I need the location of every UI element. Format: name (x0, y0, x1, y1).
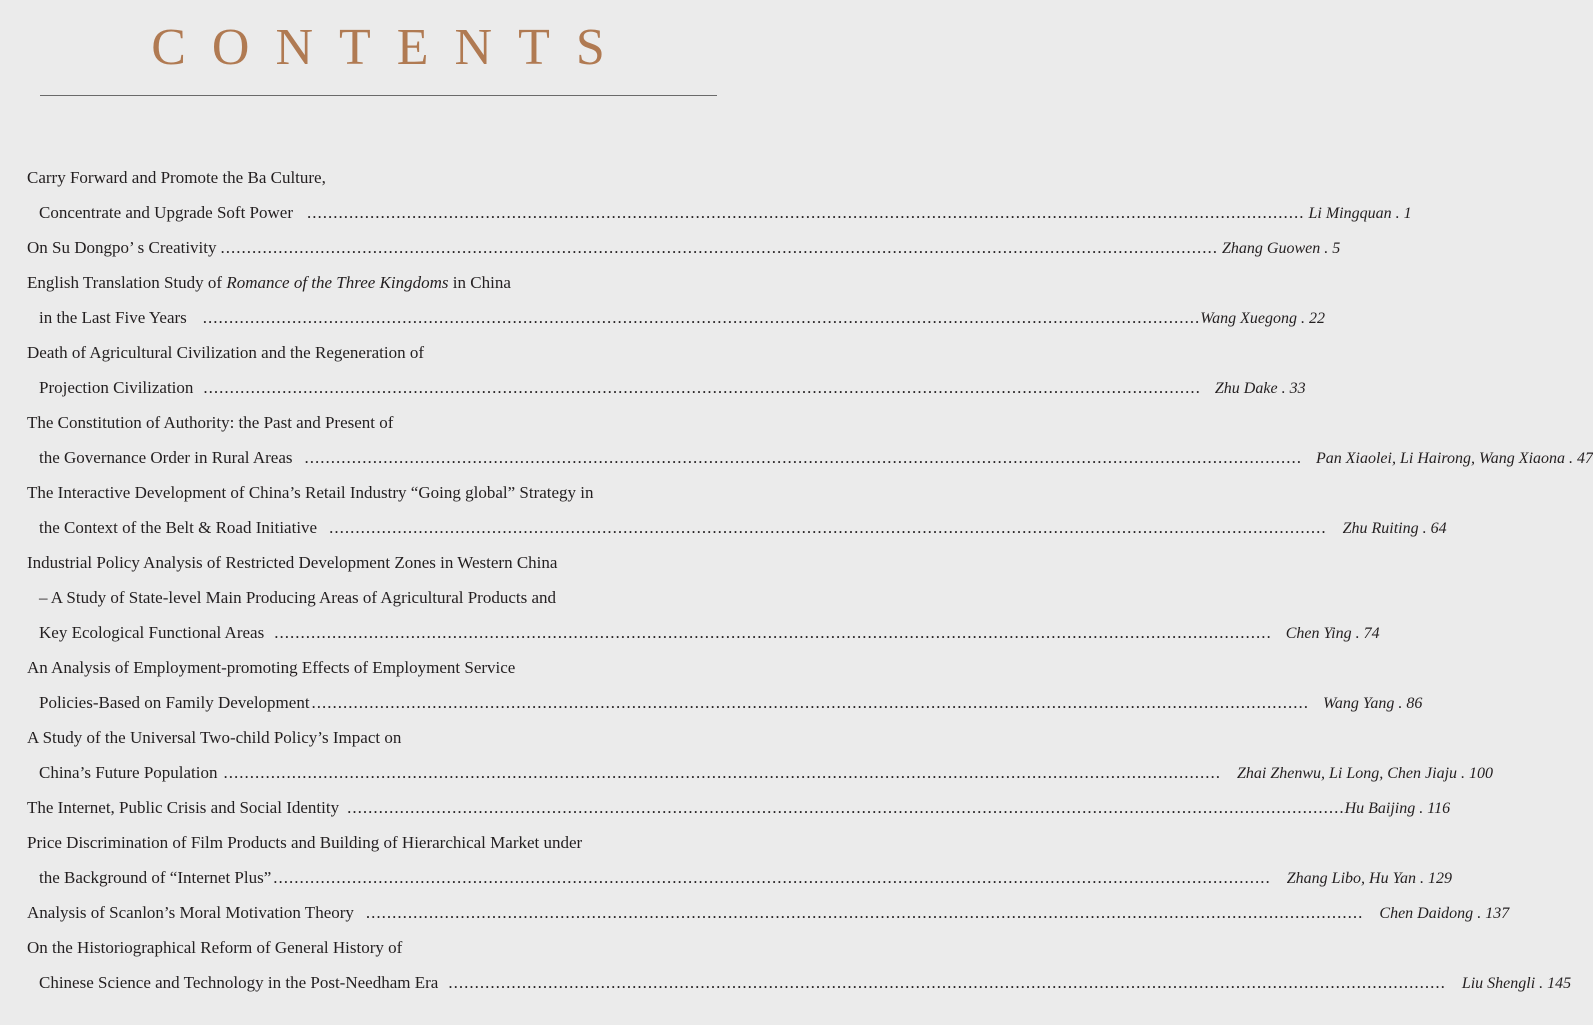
toc-entry-title[interactable]: Price Discrimination of Film Products and Building of Hierarchical Market under (27, 833, 583, 852)
dot-leader: .............................................................................................................................................................................................. (220, 238, 1219, 257)
toc-entry-title: the Governance Order in Rural Areas (39, 448, 293, 467)
toc-entry-title: in the Last Five Years (39, 308, 187, 327)
book-title: Romance of the Three Kingdoms (226, 273, 449, 292)
toc-entry-title[interactable]: The Constitution of Authority: the Past and Present of (27, 413, 394, 432)
toc-entry-title[interactable]: On the Historiographical Reform of General History of (27, 938, 403, 957)
toc-entry[interactable]: Chinese Science and Technology in the Post-Needham Era .............................................................................................................................................................................................. Liu Shengli . 145 (39, 965, 717, 1000)
toc-entry-title[interactable]: Carry Forward and Promote the Ba Culture, (27, 168, 326, 187)
toc-entry[interactable]: China’s Future Population .............................................................................................................................................................................................. Zhai Zhenwu, Li Long, Chen Jiaju . 100 (39, 755, 717, 790)
toc-entry[interactable]: the Context of the Belt & Road Initiative .............................................................................................................................................................................................. Zhu Ruiting . 64 (39, 510, 717, 545)
toc-entry-author: Zhai Zhenwu, Li Long, Chen Jiaju (1237, 765, 1458, 782)
toc-entry-author: Li Mingquan (1308, 205, 1392, 222)
dot-leader: .............................................................................................................................................................................................. (365, 903, 1364, 922)
toc-entry-page: 74 (1363, 625, 1380, 642)
toc-entry-title[interactable]: An Analysis of Employment-promoting Effects of Employment Service (27, 658, 516, 677)
toc-entry-title: Key Ecological Functional Areas (39, 623, 265, 642)
toc-entry-page: 129 (1428, 870, 1452, 887)
toc-entry-title: the Background of “Internet Plus” (39, 868, 272, 887)
dot-leader: .............................................................................................................................................................................................. (311, 693, 1310, 712)
toc-entry-author: Chen Daidong (1379, 905, 1474, 922)
dot-leader: .............................................................................................................................................................................................. (448, 973, 1446, 992)
toc-entry-title[interactable]: A Study of the Universal Two-child Policy’s Impact on (27, 728, 402, 747)
dot-leader: .............................................................................................................................................................................................. (202, 308, 1201, 327)
toc-entry-author: Chen Ying (1285, 625, 1352, 642)
toc-entry-title: Projection Civilization (39, 378, 194, 397)
toc-entry-author: Wang Xuegong (1200, 310, 1298, 327)
toc-entry-title[interactable]: Death of Agricultural Civilization and the Regeneration of (27, 343, 425, 362)
dot-leader: .............................................................................................................................................................................................. (304, 448, 1302, 467)
toc-entry-page: 5 (1332, 240, 1341, 257)
toc-entry-page: 137 (1485, 905, 1510, 922)
toc-entry[interactable]: in the Last Five Years .............................................................................................................................................................................................. Wang Xuegong . 22 (39, 300, 717, 335)
toc-entry-author: Zhu Dake (1214, 380, 1278, 397)
dot-leader: .............................................................................................................................................................................................. (223, 763, 1221, 782)
toc-entry-page: 33 (1289, 380, 1306, 397)
toc-entry-author: Zhang Guowen (1222, 240, 1321, 257)
toc-entry[interactable]: Analysis of Scanlon’s Moral Motivation Theory .............................................................................................................................................................................................. Chen Daidong . 137 (27, 895, 717, 930)
toc-entry-page: 22 (1309, 310, 1326, 327)
toc-entry-title[interactable]: The Interactive Development of China’s Retail Industry “Going global” Strategy in (27, 483, 594, 502)
toc-entry-author: Zhang Libo, Hu Yan (1286, 870, 1416, 887)
toc-entry[interactable]: Concentrate and Upgrade Soft Power .............................................................................................................................................................................................. Li Mingquan . 1 (39, 195, 717, 230)
toc-entry[interactable]: Policies-Based on Family Development .............................................................................................................................................................................................. Wang Yang . 86 (39, 685, 717, 720)
toc-entry-page: 47 (1577, 450, 1593, 467)
toc-entry-page: 64 (1430, 520, 1447, 537)
toc-entry-title: Chinese Science and Technology in the Post-Needham Era (39, 973, 439, 992)
dot-leader: .............................................................................................................................................................................................. (306, 203, 1305, 222)
page-title: CONTENTS (151, 19, 631, 76)
toc-entry-title: Policies-Based on Family Development (39, 693, 310, 712)
toc-entry-title: On Su Dongpo’ s Creativity (27, 238, 217, 257)
toc-entry-title[interactable]: – A Study of State-level Main Producing Areas of Agricultural Products and (39, 588, 557, 607)
toc-entry-title: Concentrate and Upgrade Soft Power (39, 203, 293, 222)
toc-entry-title-part: in China (448, 273, 511, 292)
title-divider (40, 95, 717, 96)
dot-leader: .............................................................................................................................................................................................. (329, 518, 1327, 537)
toc-entry-title[interactable]: Industrial Policy Analysis of Restricted Development Zones in Western China (27, 553, 558, 572)
toc-entry-page: 100 (1469, 765, 1494, 782)
toc-entry-author: Hu Baijing (1344, 800, 1416, 817)
toc-entry[interactable]: the Background of “Internet Plus” .............................................................................................................................................................................................. Zhang Libo, Hu Yan . 129 (39, 860, 717, 895)
toc-entry-page: 1 (1403, 205, 1412, 222)
dot-leader: .............................................................................................................................................................................................. (347, 798, 1345, 817)
toc-entry[interactable]: On Su Dongpo’ s Creativity .............................................................................................................................................................................................. Zhang Guowen . 5 (27, 230, 717, 265)
toc-entry[interactable]: The Internet, Public Crisis and Social Identity .............................................................................................................................................................................................. Hu Baijing . 116 (27, 790, 717, 825)
toc-entry-author: Pan Xiaolei, Li Hairong, Wang Xiaona (1315, 450, 1566, 467)
dot-leader: .............................................................................................................................................................................................. (274, 623, 1272, 642)
toc-entry-title: the Context of the Belt & Road Initiative (39, 518, 318, 537)
toc-entry-author: Wang Yang (1323, 695, 1395, 712)
toc-entry-title: China’s Future Population (39, 763, 218, 782)
toc-entry-page: 145 (1547, 975, 1572, 992)
toc-entry-author: Zhu Ruiting (1342, 520, 1419, 537)
toc-entry-title: Analysis of Scanlon’s Moral Motivation Theory (27, 903, 354, 922)
toc-entry-page: 116 (1427, 800, 1451, 817)
toc-entry-title-part: English Translation Study of (27, 273, 227, 292)
toc-entry[interactable]: Projection Civilization .............................................................................................................................................................................................. Zhu Dake . 33 (39, 370, 717, 405)
toc-entry[interactable]: the Governance Order in Rural Areas .............................................................................................................................................................................................. Pan Xiaolei, Li Hairong, Wang Xiaona . 47 (39, 440, 717, 475)
dot-leader: .............................................................................................................................................................................................. (203, 378, 1201, 397)
toc-entry-author: Liu Shengli (1461, 975, 1536, 992)
toc-entry-page: 86 (1406, 695, 1423, 712)
toc-entry-title: The Internet, Public Crisis and Social Identity (27, 798, 340, 817)
dot-leader: .............................................................................................................................................................................................. (273, 868, 1271, 887)
toc-entry-title[interactable] (27, 265, 717, 300)
toc-entry[interactable]: Key Ecological Functional Areas .............................................................................................................................................................................................. Chen Ying . 74 (39, 615, 717, 650)
